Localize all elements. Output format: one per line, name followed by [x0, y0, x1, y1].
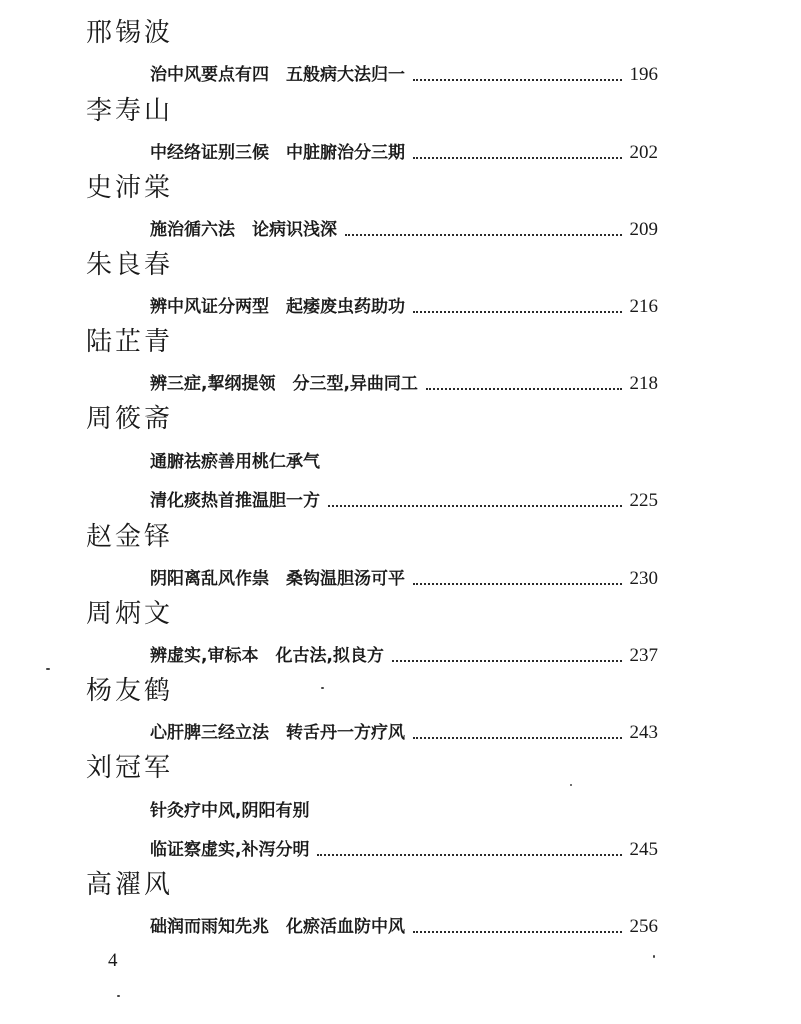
toc-entry[interactable]	[150, 836, 658, 862]
entry-title: 治中风要点有四 五般病大法归一	[150, 65, 405, 85]
scan-speck	[321, 687, 324, 689]
dot-leader	[413, 736, 622, 739]
toc-entry[interactable]	[150, 216, 658, 242]
author-name: 周筱斋	[86, 404, 174, 434]
dot-leader	[426, 387, 622, 390]
toc-entry[interactable]	[150, 487, 658, 513]
dot-leader	[413, 582, 622, 585]
scan-speck	[653, 955, 655, 958]
toc-entry[interactable]	[150, 565, 658, 591]
page-number: 225	[629, 490, 658, 511]
toc-entry[interactable]	[150, 719, 658, 745]
dot-leader	[328, 504, 622, 507]
author-name: 周炳文	[86, 599, 174, 629]
dot-leader	[345, 233, 622, 236]
dot-leader	[413, 930, 622, 933]
dot-leader	[392, 659, 622, 662]
page-number: 218	[629, 373, 658, 394]
scan-speck	[46, 668, 50, 670]
author-name: 高濯风	[86, 870, 174, 900]
author-name: 李寿山	[86, 96, 174, 126]
entry-title: 中经络证别三候 中脏腑治分三期	[150, 143, 405, 163]
dot-leader	[413, 156, 622, 159]
toc-entry[interactable]	[150, 642, 658, 668]
entry-title: 临证察虚实,补泻分明	[150, 840, 310, 860]
author-name: 史沛棠	[86, 173, 174, 203]
page-number: 230	[629, 568, 658, 589]
page-number: 216	[629, 296, 658, 317]
toc-entry-line	[150, 448, 320, 474]
entry-title: 础润而雨知先兆 化瘀活血防中风	[150, 917, 405, 937]
entry-title: 阴阳离乱风作祟 桑钩温胆汤可平	[150, 569, 405, 589]
toc-entry[interactable]	[150, 293, 658, 319]
entry-title: 辨虚实,审标本 化古法,拟良方	[150, 646, 384, 666]
entry-title: 清化痰热首推温胆一方	[150, 491, 320, 511]
page-number: 196	[629, 64, 658, 85]
author-name: 邢锡波	[86, 18, 174, 48]
author-name: 赵金铎	[86, 522, 174, 552]
page-number: 245	[629, 839, 658, 860]
author-name: 陆芷青	[86, 327, 174, 357]
author-name: 杨友鹤	[86, 676, 174, 706]
page-number: 243	[629, 722, 658, 743]
toc-entry-line	[150, 797, 309, 823]
entry-title: 辨三症,挈纲提领 分三型,异曲同工	[150, 374, 418, 394]
toc-entry[interactable]	[150, 913, 658, 939]
entry-title: 针灸疗中风,阴阳有别	[150, 801, 310, 821]
scan-speck	[117, 995, 120, 997]
entry-title: 心肝脾三经立法 转舌丹一方疗风	[150, 723, 405, 743]
entry-title: 施治循六法 论病识浅深	[150, 220, 337, 240]
entry-title: 通腑祛瘀善用桃仁承气	[150, 452, 320, 472]
page-number: 256	[629, 916, 658, 937]
toc-entry[interactable]	[150, 370, 658, 396]
dot-leader	[413, 78, 622, 81]
author-name: 朱良春	[86, 250, 174, 280]
toc-entry[interactable]	[150, 61, 658, 87]
page-folio: 4	[108, 950, 118, 971]
scan-speck	[570, 784, 572, 786]
entry-title: 辨中风证分两型 起痿废虫药助功	[150, 297, 405, 317]
page-number: 209	[629, 219, 658, 240]
author-name: 刘冠军	[86, 753, 174, 783]
toc-entry[interactable]	[150, 139, 658, 165]
dot-leader	[317, 853, 621, 856]
page-number: 202	[629, 142, 658, 163]
dot-leader	[413, 310, 622, 313]
page-number: 237	[629, 645, 658, 666]
